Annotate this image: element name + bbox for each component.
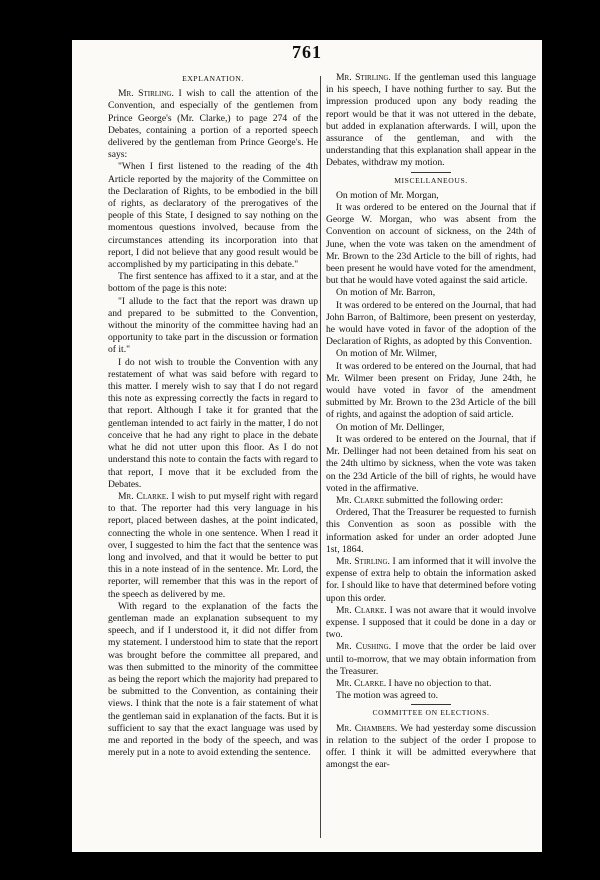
paragraph-text: "I allude to the fact that the report was drawn up and prepared to be submitted to the Convention, without the minority of the committee having had an opportunity to take part in the discussion or formation of it." [108, 295, 318, 356]
paragraph-text: The first sentence has affixed to it a star, and at the bottom of the page is this note: [108, 271, 318, 295]
paragraph [108, 357, 318, 491]
paragraph [326, 300, 536, 349]
paragraph [326, 690, 536, 702]
section-heading: MISCELLANEOUS. [394, 175, 468, 185]
paragraph-text: I do not wish to trouble the Convention with any restatement of what was said before with regard to this matter. I merely wish to say that I do not regard this note as expressing correctly the facts in regard to that report. Although I take it for granted that the gentleman intended to act fairly in the matter, I do not conceive that he had any right to place in the debate what he did not utter upon this floor. As I do not understand this note to contain the facts with regard to that report, I move that it be excluded from the Debates. [108, 356, 318, 490]
speaker-name: Mr. Stirling. [336, 555, 390, 567]
paragraph-text: I am informed that it will involve the expense of extra help to obtain the information asked for. I should like to have that determined before voting upon this order. [326, 555, 536, 604]
paragraph [326, 190, 536, 202]
page-number: 761 [292, 42, 322, 62]
right-column [326, 72, 536, 771]
section-heading-explanation: EXPLANATION. [182, 74, 244, 83]
paragraph [326, 72, 536, 170]
speaker-name: Mr. Stirling. [118, 88, 174, 100]
paragraph [326, 202, 536, 287]
column-divider [320, 76, 321, 838]
paragraph-text: On motion of Mr. Dellinger, [336, 421, 445, 433]
paragraph-text: If the gentleman used this language in his speech, I have nothing further to say. But the impression produced upon any body reading the report would be that it was not uttered in the debate, but added in explanation afterwards. I will, upon the assurance of the gentleman, and with the understanding that this explanation shall appear in the Debates, withdraw my motion. [326, 72, 536, 169]
paragraph [326, 641, 536, 678]
paragraph-text: submitted the following order: [383, 494, 504, 506]
section-heading: COMMITTEE ON ELECTIONS. [372, 708, 490, 718]
paragraph [326, 434, 536, 495]
paragraph [326, 605, 536, 642]
speaker-name: Mr. Clarke. [336, 677, 387, 689]
right-blocks [326, 72, 536, 771]
speaker-name: Mr. Stirling. [336, 72, 391, 83]
paragraph-text: I move that the order be laid over until to-morrow, that we may obtain information from the Treasurer. [326, 641, 536, 677]
paragraph-text: "When I first listened to the reading of the 4th Article reported by the majority of the Committee on the Declaration of Rights, to be embodied in the bill of rights, as declaratory of the prerogatives of the people of this State, I designed to say nothing on the momentous questions involved, because from the circumstances attending its incorporation into that report, I did not believe that any good result would be accomplished by my participating in this debate." [108, 161, 318, 271]
paragraph-text: I wish to call the attention of the Convention, and especially of the gentlemen from Prince George's (Mr. Clarke,) to page 274 of the Debates, containing a portion of a reported speech delivered by the gentleman from Prince George's. He says: [108, 88, 318, 161]
paragraph [326, 556, 536, 605]
paragraph [326, 495, 536, 507]
paragraph-text: On motion of Mr. Barron, [336, 287, 436, 299]
speaker-name: Mr. Clarke. [118, 490, 169, 502]
paragraph [108, 296, 318, 357]
heading-rule [411, 172, 451, 173]
paragraph-text: It was ordered to be entered on the Journal, that if Mr. Dellinger had not been detained from his seat on the 24th ultimo by sickness, when the vote was taken on the 23d Article of the bill of rights, he would have voted in the affirmative. [326, 433, 536, 494]
paragraph [326, 422, 536, 434]
speaker-name: Mr. Clarke. [336, 604, 387, 616]
paragraph-text: The motion was agreed to. [336, 690, 439, 702]
paragraph [326, 361, 536, 422]
paragraph-text: I wish to put myself right with regard to that. The reporter had this very language in his report, placed between dashes, at the point indicated, connecting the whole in one sentence. When I read it over, I suggested to him the fact that the sentence was long and involved, and that it would be better to put this in a note instead of in the sentence. Mr. Lord, the reporter, will remember that this was in the report of the speech as delivered by me. [108, 490, 319, 600]
paragraph-text: On motion of Mr. Morgan, [336, 189, 439, 201]
paragraph [108, 491, 318, 601]
speaker-name: Mr. Cushing. [336, 641, 392, 653]
paragraph-text: We had yesterday some discussion in relation to the subject of the order I propose to offer. I think it will be admitted everywhere that amongst the ear- [326, 722, 536, 771]
paragraph-text: On motion of Mr. Wilmer, [336, 348, 437, 360]
document-page [72, 40, 542, 852]
paragraph [108, 271, 318, 295]
paragraph-text: With regard to the explanation of the facts the gentleman made an explanation subsequent to my speech, and if I understood it, it did not differ from my statement. I understood him to state that the report was brought before the committee all prepared, and was then submitted to the minority of the committee as being the report which the majority had prepared to be submitted to the Convention, as containing their views. I think that the note is a fair statement of what the gentleman said in explanation of the facts. But it is sufficient to say that the exact language was used by me and reported in the body of the speech, and was merely put in a note to avoid extending the sentence. [108, 600, 318, 759]
paragraph [108, 88, 318, 161]
speaker-name: Mr. Clarke [336, 494, 384, 506]
paragraph [108, 161, 318, 271]
paragraph-text: It was ordered to be entered on the Journal, that had Mr. Wilmer been present on Friday, June 24th, he would have voted in favor of the amendment submitted by Mr. Brown to the 23d Article of the bill of rights, and against the adoption of said article. [326, 360, 536, 421]
paragraph [326, 723, 536, 772]
paragraph [326, 287, 536, 299]
paragraph-text: It was ordered to be entered on the Journal, that had John Barron, of Baltimore, been present on yesterday, he would have voted in favor of the adoption of the Declaration of Rights, as adopted by this Convention. [326, 299, 536, 348]
paragraph-text: I have no objection to that. [386, 677, 492, 689]
paragraph-text: I was not aware that it would involve expense. I supposed that it could be done in a day or two. [326, 604, 537, 641]
left-paragraphs [108, 88, 318, 759]
paragraph [326, 678, 536, 690]
paragraph [326, 507, 536, 556]
left-column [108, 72, 318, 759]
paragraph [326, 348, 536, 360]
paragraph-text: Ordered, That the Treasurer be requested to furnish this Convention as soon as possible with the information asked for under an order adopted June 1st, 1864. [326, 507, 536, 555]
speaker-name: Mr. Chambers. [336, 722, 398, 734]
paragraph [108, 601, 318, 760]
heading-rule [411, 704, 451, 705]
paragraph-text: It was ordered to be entered on the Journal that if George W. Morgan, who was absent from the Convention on account of sickness, on the 24th of June, when the vote was taken on the amendment of Mr. Brown to the 23d Article to the bill of rights, had been present he would have voted for the amendment, but that he would have voted against the said article. [326, 202, 536, 287]
